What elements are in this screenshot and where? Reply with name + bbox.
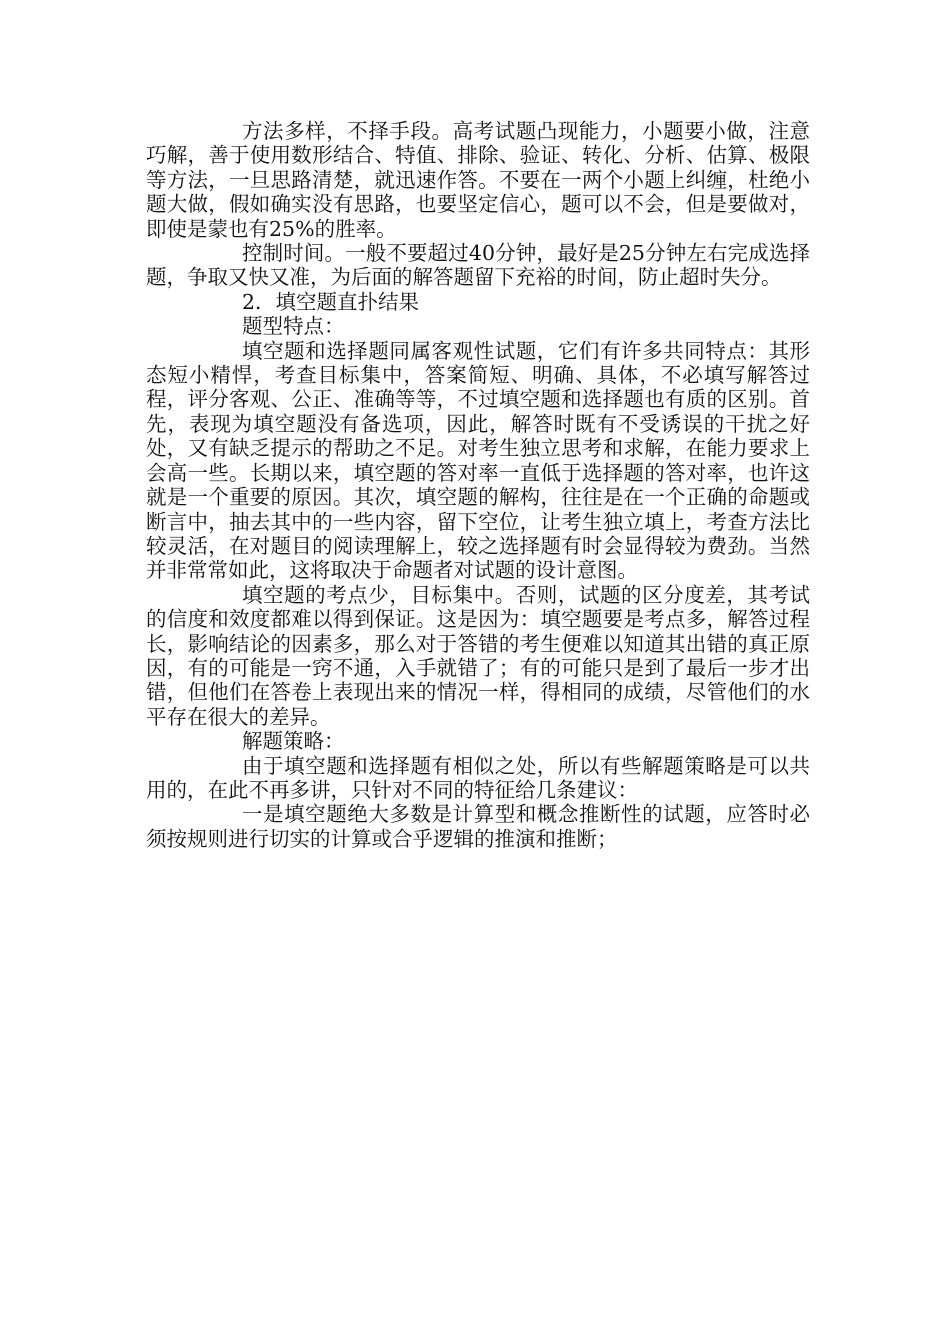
paragraph-test-points: 填空题的考点少，目标集中。否则，试题的区分度差，其考试的信度和效度都难以得到保证。这是因为：填空题要是考点多，解答过程长，影响结论的因素多，那么对于答错的考生便难以知道其出错的真正原因，有的可能是一窍不通，入手就错了；有的可能只是到了最后一步才出错，但他们在答卷上表现出来的情况一样，得相同的成绩，尽管他们的水平存在很大的差异。 [146,582,810,729]
paragraph-methods: 方法多样，不择手段。高考试题凸现能力，小题要小做，注意巧解，善于使用数形结合、特值、排除、验证、转化、分析、估算、极限等方法，一旦思路清楚，就迅速作答。不要在一两个小题上纠缠，杜绝小题大做，假如确实没有思路，也要坚定信心，题可以不会，但是要做对，即使是蒙也有25%的胜率。 [146,119,810,241]
subheading-question-features: 题型特点： [242,314,345,339]
paragraph-features: 填空题和选择题同属客观性试题，它们有许多共同特点：其形态短小精悍，考查目标集中，答案简短、明确、具体，不必填写解答过程，评分客观、公正、准确等等，不过填空题和选择题也有质的区别。首先，表现为填空题没有备选项，因此，解答时既有不受诱误的干扰之好处，又有缺乏提示的帮助之不足。对考生独立思考和求解，在能力要求上会高一些。长期以来，填空题的答对率一直低于选择题的答对率，也许这就是一个重要的原因。其次，填空题的解构，往往是在一个正确的命题或断言中，抽去其中的一些内容，留下空位，让考生独立填上，考查方法比较灵活，在对题目的阅读理解上，较之选择题有时会显得较为费劲。当然并非常常如此，这将取决于命题者对试题的设计意图。 [146,338,810,583]
paragraph-shared-strategies: 由于填空题和选择题有相似之处，所以有些解题策略是可以共用的，在此不再多讲，只针对不同的特征给几条建议： [146,753,810,802]
section-heading-fill-in: 2．填空题直扑结果 [242,289,420,314]
paragraph-suggestion-one: 一是填空题绝大多数是计算型和概念推断性的试题，应答时必须按规则进行切实的计算或合乎逻辑的推演和推断； [146,802,810,851]
subheading-strategies: 解题策略： [242,729,345,754]
document-body [146,119,810,851]
paragraph-time-control: 控制时间。一般不要超过40分钟，最好是25分钟左右完成选择题，争取又快又准，为后面的解答题留下充裕的时间，防止超时失分。 [146,241,810,290]
